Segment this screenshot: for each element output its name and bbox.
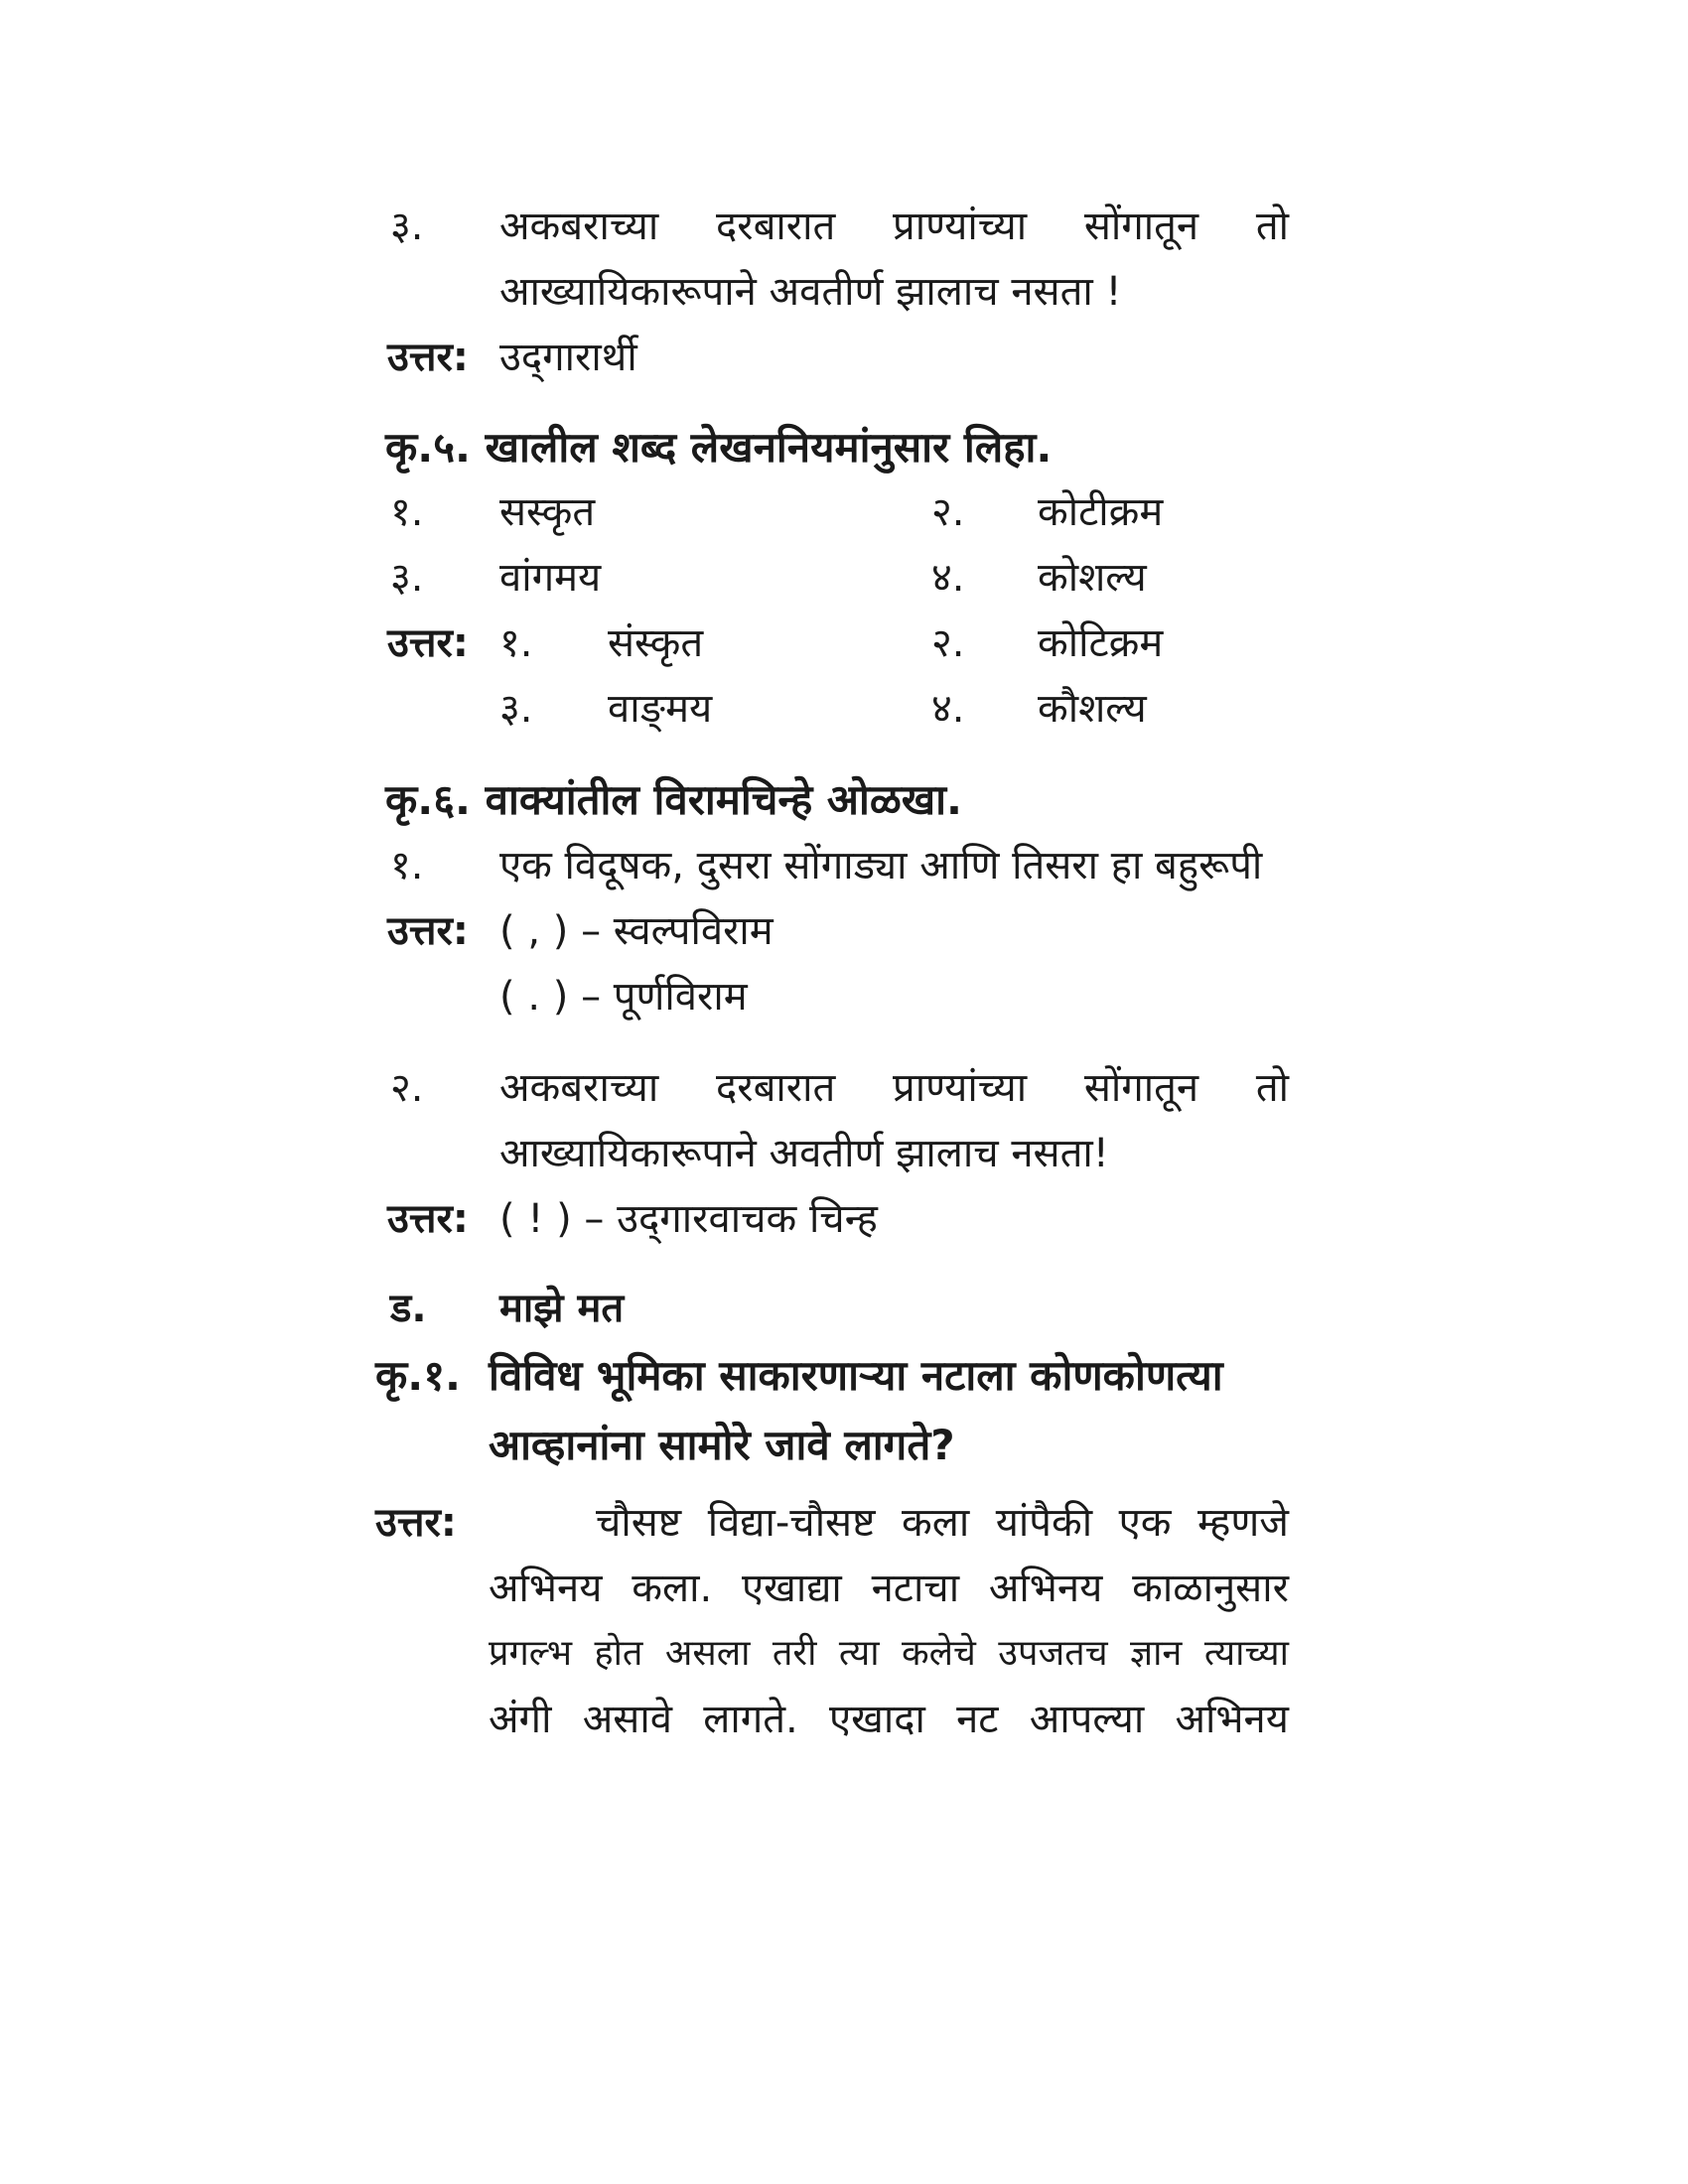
word: त्याच्या [1203,1633,1289,1674]
question-line: विविध भूमिका साकारणाऱ्या नटाला कोणकोणत्या [489,1351,1223,1400]
item-number: २. [390,1065,424,1111]
question-heading: कृ.५. खालील शब्द लेखननियमांनुसार लिहा. [385,423,1053,472]
answer-word: वाङ्‌मय [608,686,713,732]
item-number: १. [390,843,424,888]
word: ज्ञान [1130,1633,1183,1674]
question-heading: कृ.६. वाक्यांतील विरामचिन्हे ओळखा. [385,775,962,824]
word: यांपैकी [995,1500,1093,1546]
item-number: २. [931,489,965,535]
section-label: ड. [390,1286,427,1331]
word: नटाचा [871,1566,960,1611]
answer-label: उत्तर: [387,335,469,380]
question-line: आख्यायिकारूपाने अवतीर्ण झालाच नसता ! [499,269,1122,315]
word: सोंगातून [1083,204,1199,249]
word: दरबारात [715,1065,836,1111]
answer-label: उत्तर: [387,1196,469,1242]
word: अभिनय [988,1566,1103,1611]
word: अभिनय [489,1566,603,1611]
question-line [499,199,1289,254]
answer-word: संस्कृत [608,620,704,666]
word: म्हणजे [1197,1500,1289,1546]
item-number: १. [499,620,533,666]
word: चौसष्ट [596,1500,682,1546]
item-number: ३. [390,204,424,249]
question-line: आव्हानांना सामोरे जावे लागते? [489,1421,955,1469]
answer-text: ( . ) – पूर्णविराम [499,974,748,1020]
item-number: ४. [931,686,965,732]
word: अकबराच्या [499,1065,659,1111]
answer-line [489,1692,1289,1747]
word: असावे [582,1697,672,1742]
answer-text: उद्‌गारार्थी [499,335,637,380]
word: तरी [772,1633,817,1674]
word: प्राण्यांच्या [893,1065,1028,1111]
word: उपजतच [998,1633,1108,1674]
item-number: १. [390,489,424,535]
word: अंगी [489,1697,552,1742]
item-number: २. [931,620,965,666]
word: एखादा [829,1697,925,1742]
word: लागते. [703,1697,798,1742]
item-number: ४. [931,555,965,601]
item-word: कोशल्य [1038,555,1147,601]
word: कला [902,1500,970,1546]
word: प्रगल्भ [489,1633,573,1674]
word: दरबारात [715,204,836,249]
question-line [499,1060,1289,1116]
question-line: एक विदूषक, दुसरा सोंगाड्या आणि तिसरा हा बहुरूपी [499,843,1263,888]
word: तो [1255,204,1289,249]
section-title: माझे मत [499,1286,625,1331]
word: कला. [632,1566,713,1611]
answer-line [596,1495,1289,1551]
answer-line [489,1561,1289,1616]
word: विद्या-चौसष्ट [707,1500,876,1546]
word: काळानुसार [1132,1566,1289,1611]
word: एक [1118,1500,1172,1546]
answer-text: ( ! ) – उद्‌गारवाचक चिन्ह [499,1196,878,1242]
word: असला [664,1633,751,1674]
item-word: कोटीक्रम [1038,489,1164,535]
word: अकबराच्या [499,204,659,249]
word: तो [1255,1065,1289,1111]
word: कलेचे [901,1633,976,1674]
word: प्राण्यांच्या [893,204,1028,249]
word: नट [956,1697,999,1742]
word: त्या [838,1633,880,1674]
question-number: कृ.१. [375,1351,462,1400]
answer-text: ( , ) – स्वल्पविराम [499,908,774,954]
answer-word: कोटिक्रम [1038,620,1164,666]
answer-label: उत्तर: [387,620,469,666]
word: आपल्या [1029,1697,1145,1742]
word: होत [594,1633,643,1674]
item-word: वांगमय [499,555,602,601]
item-word: सस्कृत [499,489,596,535]
answer-word: कौशल्य [1038,686,1147,732]
answer-line [489,1626,1289,1682]
word: एखाद्या [742,1566,842,1611]
item-number: ३. [390,555,424,601]
word: अभिनय [1175,1697,1289,1742]
answer-label: उत्तर: [387,908,469,954]
answer-label: उत्तर: [375,1500,457,1546]
word: सोंगातून [1083,1065,1199,1111]
item-number: ३. [499,686,533,732]
question-line: आख्यायिकारूपाने अवतीर्ण झालाच नसता! [499,1131,1109,1176]
